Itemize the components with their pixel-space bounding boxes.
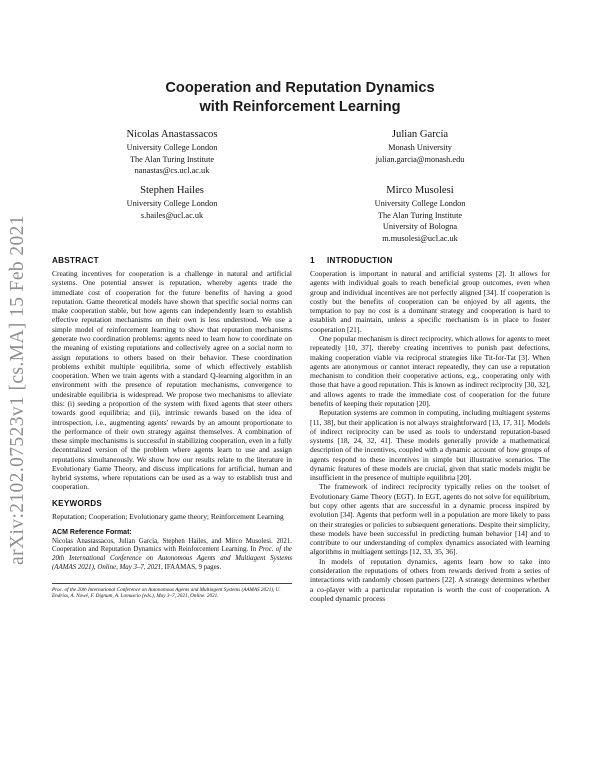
title-line-2: with Reinforcement Learning	[199, 99, 401, 115]
paper-title	[100, 79, 500, 117]
author-email: nanastas@cs.ucl.ac.uk	[134, 166, 210, 175]
keywords-text: Reputation; Cooperation; Evolutionary game theory; Reinforcement Learning	[52, 511, 284, 521]
arxiv-watermark: arXiv:2102.07523v1 [cs.MA] 15 Feb 2021	[7, 215, 28, 565]
author-affiliation: University College London	[374, 199, 466, 208]
author-affiliation: University College London	[126, 199, 218, 208]
intro-paragraph-4: The framework of indirect reciprocity typically relies on the toolset of Evolutionary Game Theory (EGT). In EGT, agents do not solve for equilibrium, but copy other agents that are successful in a dynamic process inspired by evolution [34]. Agents that perform well in a population are more likely to pass on their strategies or policies to subsequent generations. Despite their simplicity, these models have been successful in predicting human behavior [14] and to contribute to our understanding of complex dynamics associated with learning algorithms in multiagent settings [12, 33, 35, 36].	[310, 482, 550, 557]
author-email: s.hailes@ucl.ac.uk	[140, 210, 204, 220]
title-line-1: Cooperation and Reputation Dynamics	[165, 80, 435, 96]
author-email: m.musolesi@ucl.ac.uk	[382, 233, 458, 243]
author-block-1	[72, 128, 272, 177]
acm-reference-label: ACM Reference Format:	[52, 529, 132, 537]
introduction-heading	[310, 256, 550, 266]
abstract-heading: ABSTRACT	[52, 256, 99, 265]
author-block-3	[72, 184, 272, 221]
author-affiliation: University College London	[126, 143, 218, 152]
left-column	[52, 256, 292, 600]
author-affiliation: Monash University	[388, 143, 452, 152]
author-name: Nicolas Anastassacos	[126, 129, 218, 140]
acm-reference-venue: Proc. of the 20th International Conference on Autonomous Agents and Multiagent Systems (AAMAS 2021), Online, May 3–7, 2021	[52, 546, 292, 571]
acm-reference	[52, 529, 292, 573]
abstract-text: Creating incentives for cooperation is a challenge in natural and artificial systems. One potential answer is reputation, whereby agents trade the immediate cost of cooperation for the future benefits of having a good reputation. Game theoretical models have shown that specific social norms can make cooperation stable, but how agents can independently learn to establish effective reputation mechanisms on their own is less understood. We use a simple model of reinforcement learning to show that reputation mechanisms generate two coordination problems: agents need to learn how to coordinate on the meaning of existing reputations and collectively agree on a social norm to assign reputations to others based on their behavior. These coordination problems exhibit multiple equilibria, some of which effectively establish cooperation. When we train agents with a standard Q-learning algorithm in an environment with the presence of reputation mechanisms, convergence to undesirable equilibria is widespread. We propose two mechanisms to alleviate this: (i) seeding a proportion of the system with fixed agents that steer others towards good equilibria; and (ii), intrinsic rewards based on the idea of introspection, i.e., augmenting agents' rewards by an amount proportionate to the performance of their own strategy against themselves. A combination of these simple mechanisms is successful in stabilizing cooperation, even in a fully decentralized version of the problem where agents learn to use and assign reputations simultaneously. We show how our results relate to the literature in Evolutionary Game Theory, and discuss implications for artificial, human and hybrid systems, where reputations can be used as a way to establish trust and cooperation.	[52, 269, 292, 492]
intro-paragraph-1: Cooperation is important in natural and artificial systems [2]. It allows for agents with individual goals to reach beneficial group outcomes, even when group and individual incentives are not perfectly aligned [34]. If cooperation is costly but the benefits of cooperation can be enjoyed by all agents, the temptation to pay no cost is a dominant strategy and cooperation is hard to establish and maintain, unless a specific mechanism is in place to foster cooperation [21].	[310, 269, 550, 334]
footnote-rule	[52, 583, 292, 584]
author-email: julian.garcia@monash.edu	[375, 154, 465, 164]
acm-reference-tail: , IFAAMAS, 9 pages.	[161, 563, 222, 571]
section-number: 1	[310, 256, 315, 265]
author-block-4	[320, 184, 520, 244]
intro-paragraph-5: In models of reputation dynamics, agents learn how to take into consideration the reputations of others from rewards derived from a series of interactions with randomly chosen partners [22]. A strategy determines whether a co-player with a particular reputation is worth the cost of cooperation. A coupled dynamic process	[310, 556, 550, 603]
author-block-2	[320, 128, 520, 165]
author-affiliation: University of Bologna	[382, 222, 458, 231]
author-name: Stephen Hailes	[140, 185, 204, 196]
right-column	[310, 256, 550, 603]
author-name: Mirco Musolesi	[386, 185, 454, 196]
section-title: INTRODUCTION	[327, 256, 393, 265]
keywords-heading: KEYWORDS	[52, 498, 103, 508]
author-affiliation: The Alan Turing Institute	[129, 154, 215, 164]
author-name: Julian García	[391, 129, 449, 140]
intro-paragraph-2: One popular mechanism is direct reciprocity, which allows for agents to meet repeatedly [10, 37], thereby creating incentives to punish past defections, making cooperation viable via reciprocal strategies like Tit-for-Tat [3]. When agents are anonymous or cannot interact repeatedly, they can use a reputation mechanism to condition their cooperative actions, e.g., cooperating only with those that have a good reputation. This is known as indirect reciprocity [30, 32], and allows agents to trade the immediate cost of cooperation for the future benefits of keeping their reputation [20].	[310, 333, 550, 408]
acm-reference-text: Nicolas Anastassacos, Julian García, Stephen Hailes, and Mirco Musolesi. 2021. Cooperation and Reputation Dynamics with Reinforcement Learning. In	[52, 537, 292, 554]
footnote: Proc. of the 20th International Conference on Autonomous Agents and Multiagent Systems (AAMAS 2021), U. Endriss, A. Nowé, F. Dignum, A. Lomuscio (eds.), May 3–7, 2021, Online. 2021.	[52, 586, 281, 600]
author-affiliation: The Alan Turing Institute	[377, 210, 463, 220]
intro-paragraph-3: Reputation systems are common in computing, including multiagent systems [11, 38], but their application is not always straightforward [13, 17, 31]. Models of indirect reciprocity can be used as tools to understand reputation-based systems [18, 24, 32, 41]. These models generally provide a mathematical description of the incentives, coupled with a dynamic account of how groups of agents respond to these incentives in simple but illustrative scenarios. The dynamic features of these models are crucial, given that static models might be insufficient in the presence of multiple equilibria [20].	[310, 408, 550, 483]
